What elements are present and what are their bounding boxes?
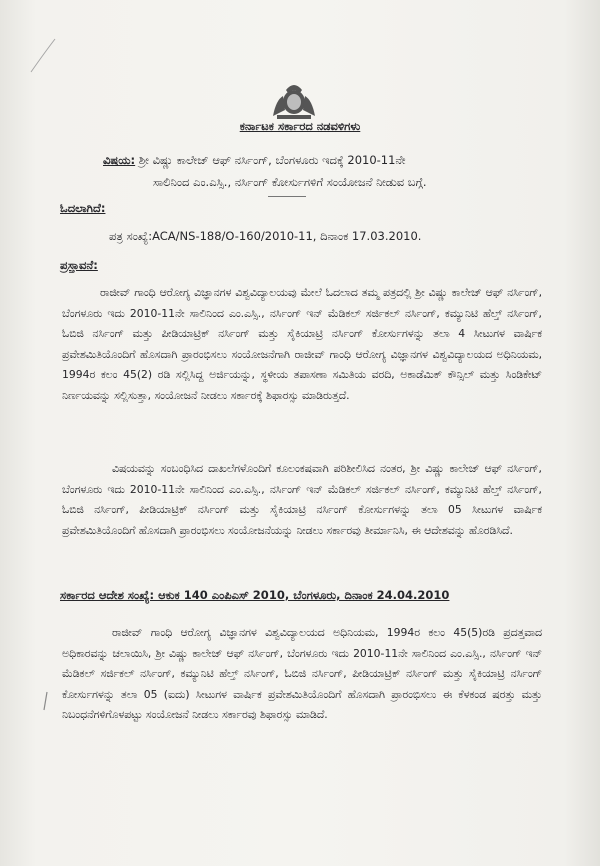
- reference-line: ಪತ್ರ ಸಂಖ್ಯೆ:ACA/NS-188/O-160/2010-11, ದಿನಾಂಕ 17.03.2010.: [109, 229, 422, 243]
- pencil-mark: [28, 36, 58, 76]
- page-title: ಕರ್ನಾಟಕ ಸರ್ಕಾರದ ನಡವಳಿಗಳು: [239, 119, 361, 133]
- subject-line-1: [103, 149, 543, 171]
- preamble-paragraph-2: ವಿಷಯವನ್ನು ಸಂಬಂಧಿಸಿದ ದಾಖಲೆಗಳೊಂದಿಗೆ ಕೂಲಂಕಷವಾಗಿ ಪರಿಶೀಲಿಸಿದ ನಂತರ, ಶ್ರೀ ವಿಷ್ಣು ಕಾಲೇಜ್ ಆಫ್ ನರ್ಸಿಂಗ್, ಬೆಂಗಳೂರು ಇದು 2010-11ನೇ ಸಾಲಿನಿಂದ ಎಂ.ಎಸ್ಸಿ., ನರ್ಸಿಂಗ್ ಇನ್ ಮೆಡಿಕಲ್ ಸರ್ಜಿಕಲ್ ನರ್ಸಿಂಗ್, ಕಮ್ಯುನಿಟಿ ಹೆಲ್ತ್ ನರ್ಸಿಂಗ್, ಓಬಿಜಿ ನರ್ಸಿಂಗ್, ಪೀಡಿಯಾಟ್ರಿಕ್ ನರ್ಸಿಂಗ್ ಮತ್ತು ಸೈಕಿಯಾಟ್ರಿ ನರ್ಸಿಂಗ್ ಕೋರ್ಸುಗಳನ್ನು ತಲಾ 05 ಸೀಟುಗಳ ವಾರ್ಷಿಕ ಪ್ರವೇಶಮಿತಿಯೊಂದಿಗೆ ಹೊಸದಾಗಿ ಪ್ರಾರಂಭಿಸಲು ಸಂಯೋಜನೆಯನ್ನು ನೀಡಲು ಸರ್ಕಾರವು ತೀರ್ಮಾನಿಸಿ, ಈ ಆದೇಶವನ್ನು ಹೊರಡಿಸಿದೆ.: [62, 462, 542, 537]
- karnataka-state-emblem-icon: [270, 80, 318, 120]
- read-heading: ಓದಲಾಗಿದೆ:: [60, 201, 106, 215]
- preamble-paragraph-1: ರಾಜೀವ್ ಗಾಂಧಿ ಆರೋಗ್ಯ ವಿಜ್ಞಾನಗಳ ವಿಶ್ವವಿದ್ಯಾಲಯವು ಮೇಲೆ ಓದಲಾದ ತಮ್ಮ ಪತ್ರದಲ್ಲಿ ಶ್ರೀ ವಿಷ್ಣು ಕಾಲೇಜ್ ಆಫ್ ನರ್ಸಿಂಗ್, ಬೆಂಗಳೂರು ಇದು 2010-11ನೇ ಸಾಲಿನಿಂದ ಎಂ.ಎಸ್ಸಿ., ನರ್ಸಿಂಗ್ ಇನ್ ಮೆಡಿಕಲ್ ಸರ್ಜಿಕಲ್ ನರ್ಸಿಂಗ್, ಕಮ್ಯುನಿಟಿ ಹೆಲ್ತ್ ನರ್ಸಿಂಗ್, ಓಬಿಜಿ ನರ್ಸಿಂಗ್ ಮತ್ತು ಪೀಡಿಯಾಟ್ರಿಕ್ ನರ್ಸಿಂಗ್ ಮತ್ತು ಸೈಕಿಯಾಟ್ರಿ ನರ್ಸಿಂಗ್ ಕೋರ್ಸುಗಳನ್ನು ತಲಾ 4 ಸೀಟುಗಳ ವಾರ್ಷಿಕ ಪ್ರವೇಶಮಿತಿಯೊಂದಿಗೆ ಹೊಸದಾಗಿ ಪ್ರಾರಂಭಿಸಲು ಸಂಯೋಜನೆಗಾಗಿ ರಾಜೀವ್ ಗಾಂಧಿ ಆರೋಗ್ಯ ವಿಜ್ಞಾನಗಳ ವಿಶ್ವವಿದ್ಯಾಲಯದ ಅಧಿನಿಯಮ, 1994ರ ಕಲಂ 45(2) ರಡಿ ಸಲ್ಲಿಸಿದ್ದ ಅರ್ಜಿಯನ್ನು, ಸ್ಥಳೀಯ ತಪಾಸಣಾ ಸಮಿತಿಯ ವರದಿ, ಅಕಾಡೆಮಿಕ್ ಕೌನ್ಸಿಲ್ ಮತ್ತು ಸಿಂಡಿಕೇಟ್ ನಿರ್ಣಯವನ್ನು ಸಲ್ಲಿಸುತ್ತಾ, ಸಂಯೋಜನೆ ನೀಡಲು ಸರ್ಕಾರಕ್ಕೆ ಶಿಫಾರಸ್ಸು ಮಾಡಿರುತ್ತದೆ.: [62, 286, 542, 402]
- order-number-heading: ಸರ್ಕಾರದ ಆದೇಶ ಸಂಖ್ಯೆ: ಆಕುಕ 140 ಎಂಪಿಎಸ್ 2010, ಬೆಂಗಳೂರು, ದಿನಾಂಕ 24.04.2010: [60, 588, 450, 602]
- subject-block: [103, 149, 543, 193]
- pen-mark: [40, 690, 52, 712]
- subject-label: ವಿಷಯ:: [103, 153, 136, 167]
- subject-text-1: ಶ್ರೀ ವಿಷ್ಣು ಕಾಲೇಜ್ ಆಫ್ ನರ್ಸಿಂಗ್, ಬೆಂಗಳೂರು ಇದಕ್ಕೆ 2010-11ನೇ: [138, 153, 406, 167]
- preamble-heading: ಪ್ರಸ್ತಾವನೆ:: [60, 258, 98, 272]
- separator-line: [268, 196, 306, 197]
- subject-text-2: ಸಾಲಿನಿಂದ ಎಂ.ಎಸ್ಸಿ., ನರ್ಸಿಂಗ್ ಕೋರ್ಸುಗಳಿಗೆ ಸಂಯೋಜನೆ ನೀಡುವ ಬಗ್ಗೆ.: [153, 175, 427, 189]
- order-paragraph: ರಾಜೀವ್ ಗಾಂಧಿ ಆರೋಗ್ಯ ವಿಜ್ಞಾನಗಳ ವಿಶ್ವವಿದ್ಯಾಲಯದ ಅಧಿನಿಯಮ, 1994ರ ಕಲಂ 45(5)ರಡಿ ಪ್ರದತ್ತವಾದ ಅಧಿಕಾರವನ್ನು ಚಲಾಯಿಸಿ, ಶ್ರೀ ವಿಷ್ಣು ಕಾಲೇಜ್ ಆಫ್ ನರ್ಸಿಂಗ್, ಬೆಂಗಳೂರು ಇದು 2010-11ನೇ ಸಾಲಿನಿಂದ ಎಂ.ಎಸ್ಸಿ., ನರ್ಸಿಂಗ್ ಇನ್ ಮೆಡಿಕಲ್ ಸರ್ಜಿಕಲ್ ನರ್ಸಿಂಗ್, ಕಮ್ಯುನಿಟಿ ಹೆಲ್ತ್ ನರ್ಸಿಂಗ್, ಓಬಿಜಿ ನರ್ಸಿಂಗ್, ಪೀಡಿಯಾಟ್ರಿಕ್ ನರ್ಸಿಂಗ್ ಮತ್ತು ಸೈಕಿಯಾಟ್ರಿ ನರ್ಸಿಂಗ್ ಕೋರ್ಸುಗಳನ್ನು ತಲಾ 05 (ಐದು) ಸೀಟುಗಳ ವಾರ್ಷಿಕ ಪ್ರವೇಶಮಿತಿಯೊಂದಿಗೆ ಹೊಸದಾಗಿ ಪ್ರಾರಂಭಿಸಲು ಈ ಕೆಳಕಂಡ ಷರತ್ತು ಮತ್ತು ನಿಬಂಧನೆಗಳಿಗೊಳಪಟ್ಟು ಸಂಯೋಜನೆ ನೀಡಲು ಸರ್ಕಾರವು ಶಿಫಾರಸ್ಸು ಮಾಡಿದೆ.: [62, 626, 542, 722]
